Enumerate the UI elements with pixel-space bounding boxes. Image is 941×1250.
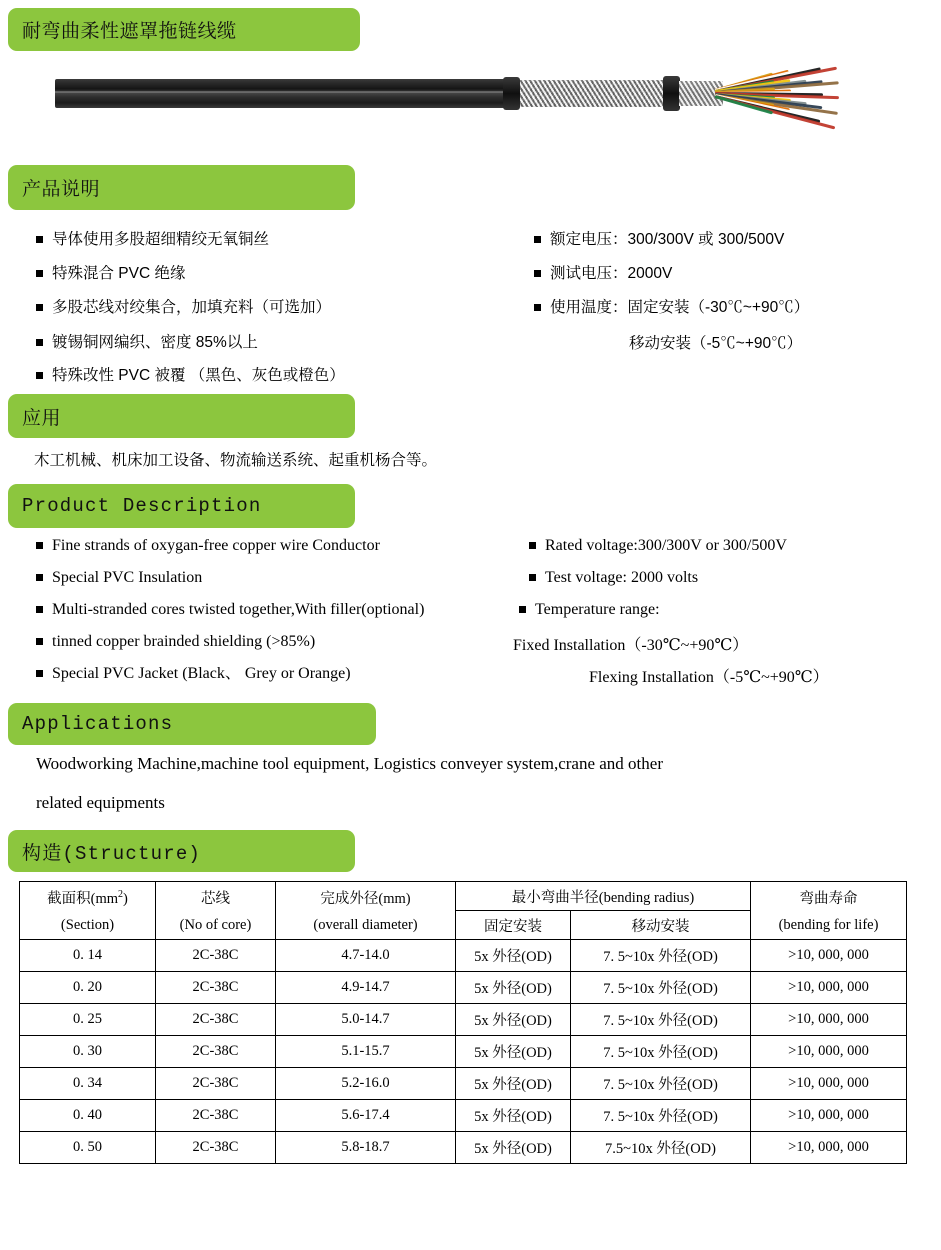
list-item-label: 测试电压：2000V <box>550 265 673 282</box>
cell-bending-life: >10, 000, 000 <box>751 972 907 1004</box>
cell-core: 2C-38C <box>156 1132 276 1164</box>
list-item-label: Fine strands of oxygan-free copper wire Conductor <box>52 537 380 554</box>
section-title-en: Product Description <box>22 495 262 517</box>
bullet-square-icon <box>36 606 43 613</box>
bullet-square-icon <box>534 304 541 311</box>
list-item-label: Temperature range: <box>535 601 660 618</box>
bullet-square-icon <box>36 574 43 581</box>
bullet-square-icon <box>36 339 43 346</box>
cell-bending-life: >10, 000, 000 <box>751 1004 907 1036</box>
bullet-square-icon <box>529 542 536 549</box>
section-header-applications-cn <box>8 394 355 438</box>
cell-fixed-install: 5x 外径(OD) <box>456 1068 571 1100</box>
cell-diameter: 5.1-15.7 <box>276 1036 456 1068</box>
list-item-label: tinned copper brainded shielding (>85%) <box>52 633 316 650</box>
cell-section: 0. 20 <box>20 972 156 1004</box>
cell-moving-install: 7. 5~10x 外径(OD) <box>571 940 751 972</box>
cable-band-left <box>503 77 520 110</box>
bullet-square-icon <box>36 542 43 549</box>
cell-bending-life: >10, 000, 000 <box>751 1036 907 1068</box>
col-header-section-en: (Section) <box>60 917 115 933</box>
list-item <box>36 536 380 555</box>
section-title-cn: 产品说明 <box>22 179 101 200</box>
temperature-flexing-note-cn: 移动安装（-5℃~+90℃） <box>629 335 803 352</box>
cell-fixed-install: 5x 外径(OD) <box>456 1004 571 1036</box>
bullet-square-icon <box>36 638 43 645</box>
list-item-label: Test voltage: 2000 volts <box>545 569 699 586</box>
list-item-label: 导体使用多股超细精绞无氧铜丝 <box>52 231 270 248</box>
list-item <box>36 664 351 683</box>
col-header-bending-life-cn: 弯曲寿命 <box>799 891 858 907</box>
table-row <box>20 940 907 972</box>
cell-diameter: 5.0-14.7 <box>276 1004 456 1036</box>
list-item-label: 多股芯线对绞集合，加填充料（可选加） <box>52 299 332 316</box>
cell-bending-life: >10, 000, 000 <box>751 1068 907 1100</box>
cell-diameter: 4.9-14.7 <box>276 972 456 1004</box>
cell-moving-install: 7. 5~10x 外径(OD) <box>571 972 751 1004</box>
cell-core: 2C-38C <box>156 1004 276 1036</box>
col-header-bending-radius: 最小弯曲半径(bending radius) <box>456 882 751 911</box>
cell-fixed-install: 5x 外径(OD) <box>456 1036 571 1068</box>
section-header-structure <box>8 830 355 872</box>
cell-diameter: 5.6-17.4 <box>276 1100 456 1132</box>
bullet-square-icon <box>36 304 43 311</box>
cell-section: 0. 25 <box>20 1004 156 1036</box>
cell-bending-life: >10, 000, 000 <box>751 940 907 972</box>
structure-spec-table <box>19 881 907 1164</box>
col-header-diameter <box>276 882 456 940</box>
page-title: 耐弯曲柔性遮罩拖链线缆 <box>22 21 237 42</box>
cell-moving-install: 7. 5~10x 外径(OD) <box>571 1036 751 1068</box>
section-title-en: Applications <box>22 713 174 735</box>
cell-moving-install: 7. 5~10x 外径(OD) <box>571 1068 751 1100</box>
bullet-square-icon <box>529 574 536 581</box>
table-header-row-1 <box>20 882 907 911</box>
col-header-moving-install: 移动安装 <box>571 911 751 940</box>
cell-core: 2C-38C <box>156 940 276 972</box>
cell-fixed-install: 5x 外径(OD) <box>456 940 571 972</box>
list-item <box>529 536 787 555</box>
table-row <box>20 1132 907 1164</box>
list-item <box>36 230 269 249</box>
cell-core: 2C-38C <box>156 1100 276 1132</box>
bullet-square-icon <box>36 670 43 677</box>
cell-fixed-install: 5x 外径(OD) <box>456 1132 571 1164</box>
temperature-fixed-note-en: Fixed Installation（-30℃~+90℃） <box>513 637 749 654</box>
list-item-label: 特殊混合 PVC 绝缘 <box>52 265 186 282</box>
cell-section: 0. 50 <box>20 1132 156 1164</box>
list-item <box>36 333 258 352</box>
table-row <box>20 1100 907 1132</box>
section-header-product-description-cn <box>8 165 355 210</box>
col-header-section <box>20 882 156 940</box>
list-item-label: Rated voltage:300/300V or 300/500V <box>545 537 787 554</box>
cell-core: 2C-38C <box>156 972 276 1004</box>
table-row <box>20 1004 907 1036</box>
cell-moving-install: 7.5~10x 外径(OD) <box>571 1132 751 1164</box>
list-item-label: 特殊改性 PVC 被覆 （黑色、灰色或橙色） <box>52 367 345 384</box>
col-header-diameter-en: (overall diameter) <box>313 917 418 933</box>
bullet-square-icon <box>534 236 541 243</box>
bullet-square-icon <box>519 606 526 613</box>
cell-core: 2C-38C <box>156 1068 276 1100</box>
cell-section: 0. 40 <box>20 1100 156 1132</box>
cell-section: 0. 34 <box>20 1068 156 1100</box>
table-row <box>20 1036 907 1068</box>
list-item-label: 镀锡铜网编织、密度 85%以上 <box>52 334 258 351</box>
page-title-badge <box>8 8 360 51</box>
list-item <box>36 264 185 283</box>
bullet-square-icon <box>36 270 43 277</box>
cell-diameter: 5.8-18.7 <box>276 1132 456 1164</box>
col-header-section-cn: 截面积$(mm^2)$ <box>47 889 128 907</box>
list-item-label: Multi-stranded cores twisted together,With filler(optional) <box>52 601 425 618</box>
list-item-label: Special PVC Jacket (Black、 Grey or Orange) <box>52 665 351 682</box>
list-item-label: 额定电压：300/300V 或 300/500V <box>550 231 785 248</box>
cell-diameter: 4.7-14.0 <box>276 940 456 972</box>
cable-copper-braid-shield <box>510 80 675 107</box>
cell-moving-install: 7. 5~10x 外径(OD) <box>571 1004 751 1036</box>
section-header-product-description-en <box>8 484 355 528</box>
section-title-structure: 构造(Structure) <box>22 842 202 865</box>
col-header-bending-life-en: (bending for life) <box>778 917 879 933</box>
cable-product-photo <box>55 62 855 124</box>
cable-conductor-fan <box>715 62 865 124</box>
cell-moving-install: 7. 5~10x 外径(OD) <box>571 1100 751 1132</box>
cell-bending-life: >10, 000, 000 <box>751 1132 907 1164</box>
cable-outer-jacket <box>55 79 515 108</box>
bullet-square-icon <box>36 372 43 379</box>
cable-band-right <box>663 76 680 111</box>
cell-fixed-install: 5x 外径(OD) <box>456 972 571 1004</box>
bullet-square-icon <box>36 236 43 243</box>
applications-body-en-line1: Woodworking Machine,machine tool equipment, Logistics conveyer system,crane and other <box>36 754 663 773</box>
temperature-flexing-note-en: Flexing Installation（-5℃~+90℃） <box>589 669 829 686</box>
list-item <box>534 264 672 283</box>
section-title-cn: 应用 <box>22 407 62 429</box>
cell-diameter: 5.2-16.0 <box>276 1068 456 1100</box>
cell-section: 0. 30 <box>20 1036 156 1068</box>
col-header-fixed-install: 固定安装 <box>456 911 571 940</box>
list-item <box>534 230 784 249</box>
applications-body-en-line2: related equipments <box>36 793 165 812</box>
list-item <box>519 600 660 619</box>
table-row <box>20 1068 907 1100</box>
cell-section: 0. 14 <box>20 940 156 972</box>
list-item <box>36 568 202 587</box>
bullet-square-icon <box>534 270 541 277</box>
section-header-applications-en <box>8 703 376 745</box>
list-item-label: 使用温度：固定安装（-30℃~+90℃） <box>550 299 810 316</box>
col-header-core-en: (No of core) <box>179 917 252 933</box>
cell-core: 2C-38C <box>156 1036 276 1068</box>
list-item <box>36 298 331 317</box>
col-header-core <box>156 882 276 940</box>
col-header-bending-life <box>751 882 907 940</box>
list-item-label: Special PVC Insulation <box>52 569 203 586</box>
list-item <box>534 298 809 317</box>
col-header-core-cn: 芯线 <box>201 891 230 907</box>
col-header-diameter-cn: 完成外径(mm) <box>320 891 411 907</box>
applications-body-cn: 木工机械、机床加工设备、物流输送系统、起重机杨合等。 <box>34 452 438 469</box>
cell-fixed-install: 5x 外径(OD) <box>456 1100 571 1132</box>
table-row <box>20 972 907 1004</box>
list-item <box>36 600 424 619</box>
list-item <box>529 568 698 587</box>
cell-bending-life: >10, 000, 000 <box>751 1100 907 1132</box>
list-item <box>36 366 345 385</box>
list-item <box>36 632 315 651</box>
